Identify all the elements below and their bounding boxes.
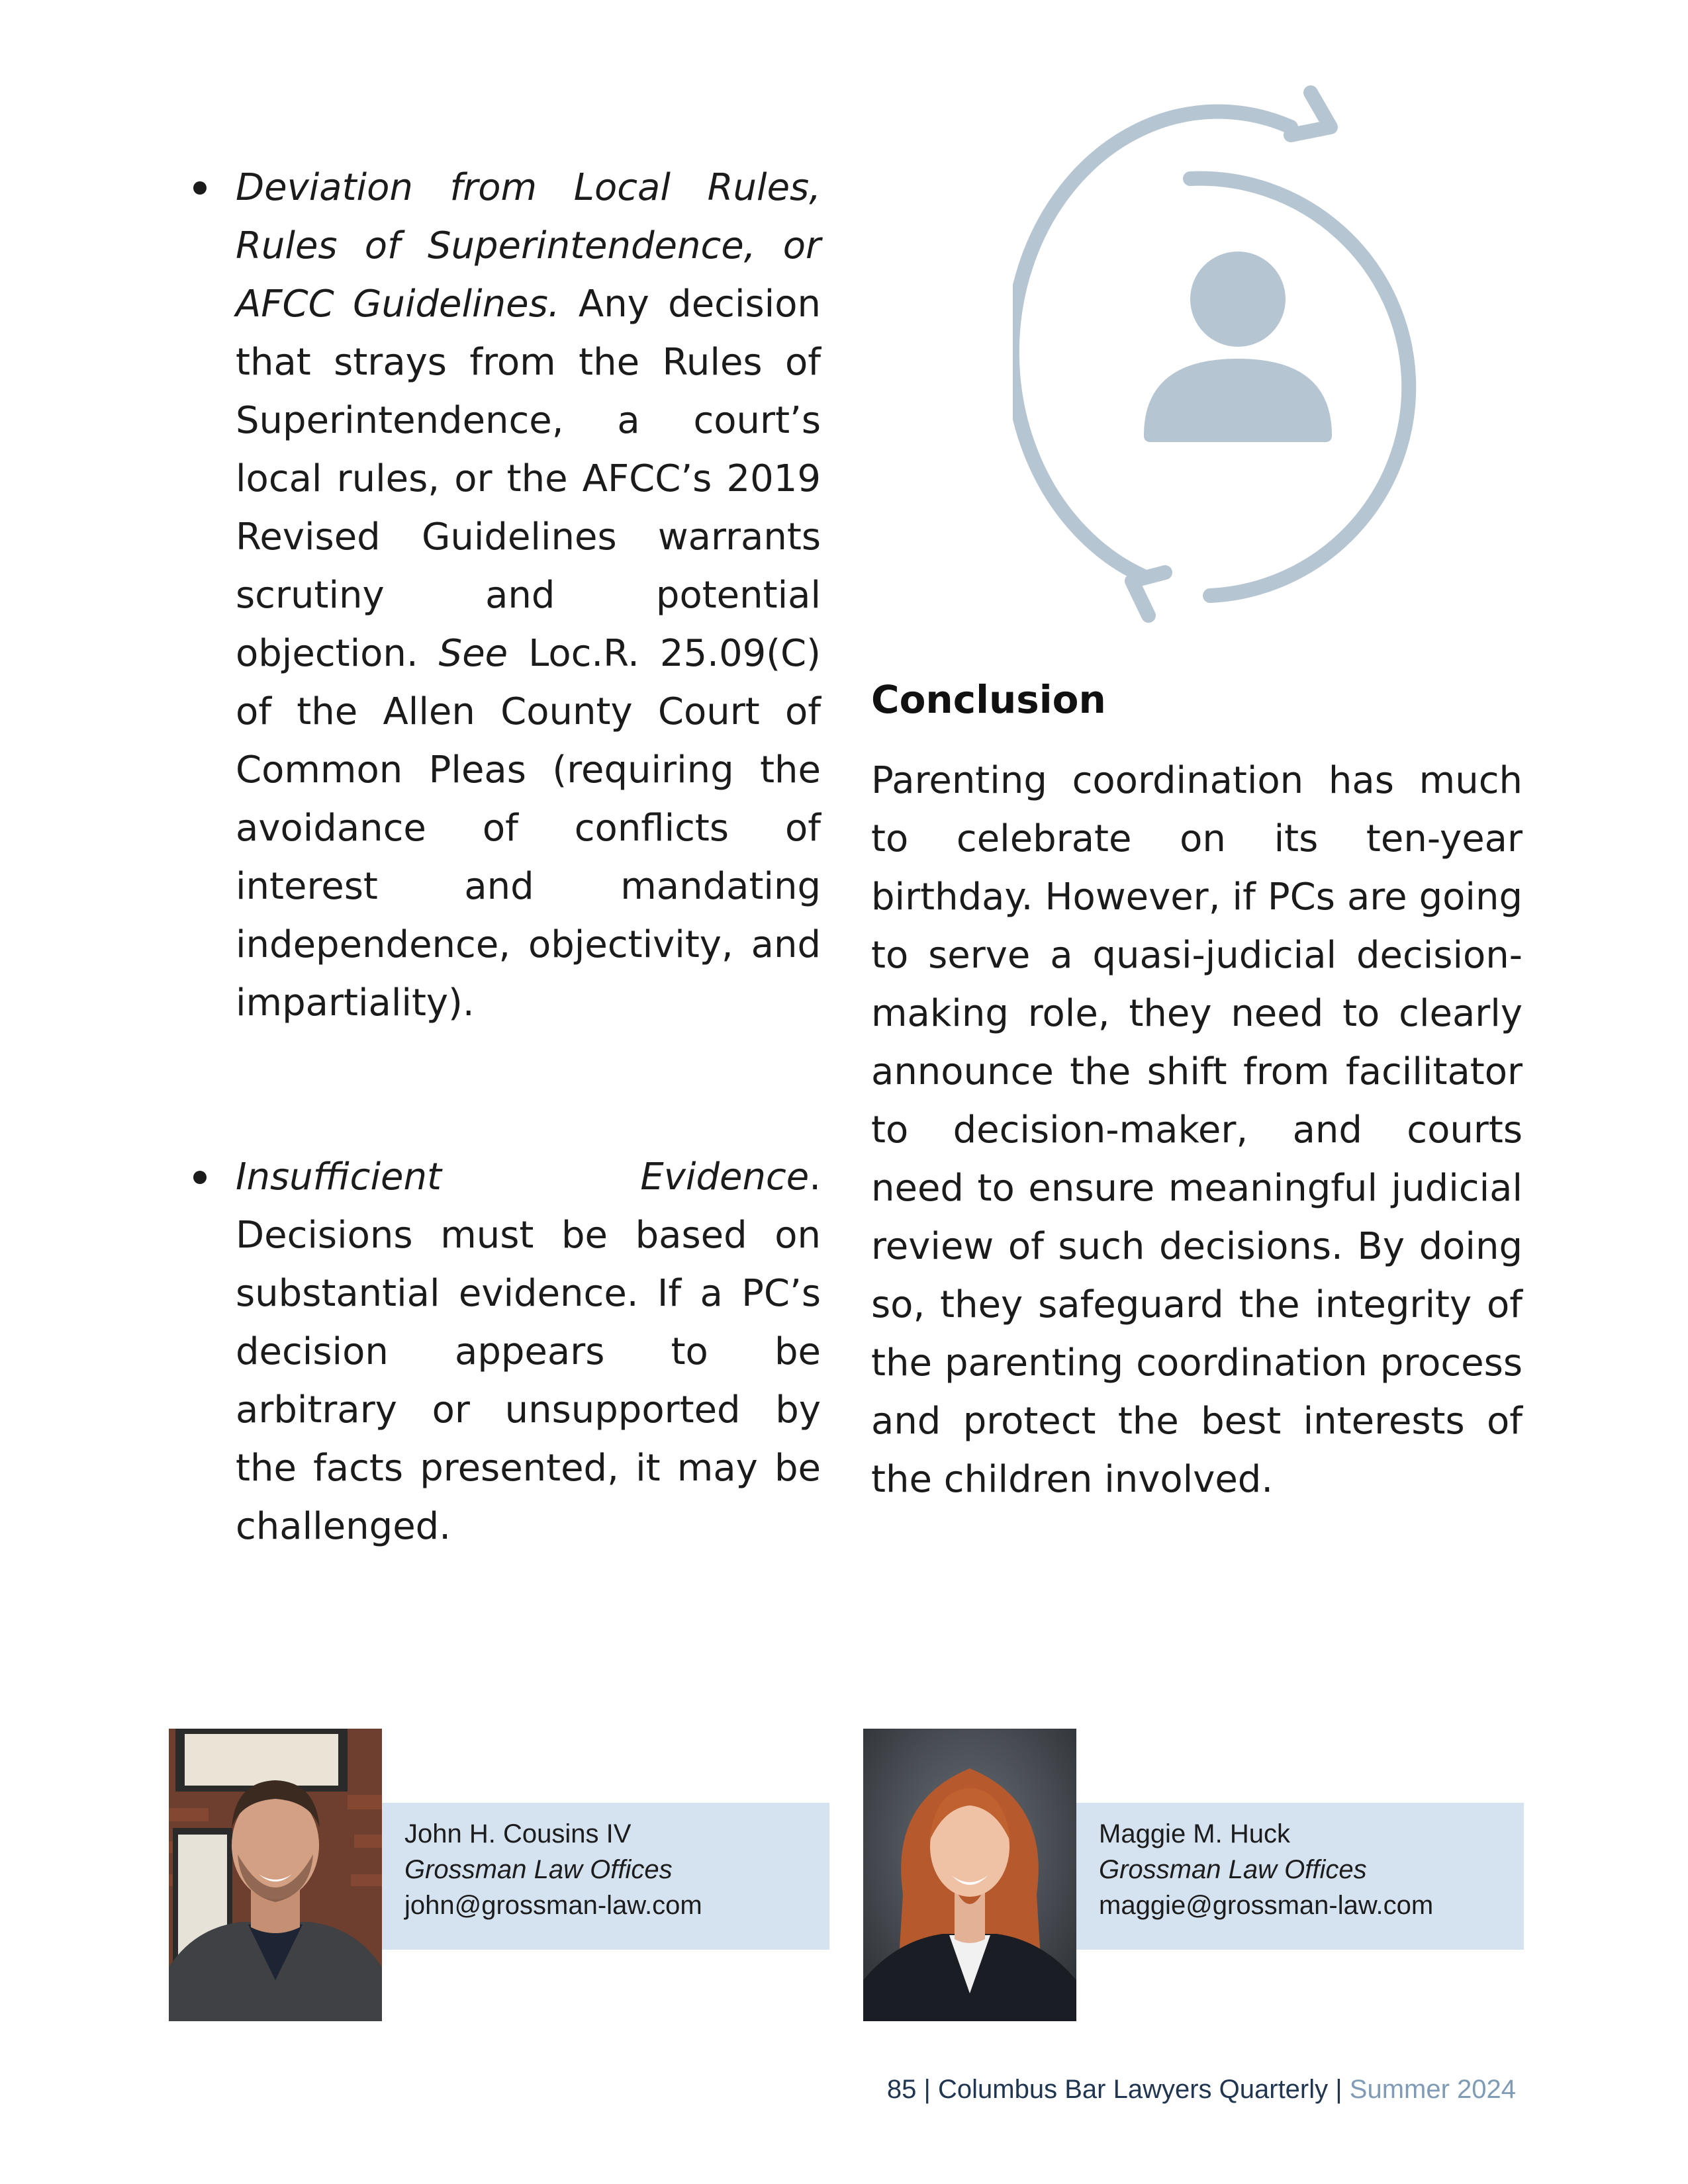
footer-separator: |	[916, 2075, 939, 2104]
conclusion-paragraph: Parenting coordination has much to celebrate on its ten-year birthday. However, if PCs are going to serve a quasi-judicial decision-making role, they need to clearly announce the shift from facilitator to decision-maker, and courts need to ensure meaningful judicial review of such decisions. By doing so, they safeguard the integrity of the parenting coordination process and protect the best interests of the children involved.	[871, 759, 1523, 1501]
author-email: maggie@grossman-law.com	[1099, 1891, 1434, 1920]
author-card	[863, 1729, 1524, 2021]
bullet-dot-icon	[193, 181, 207, 195]
author-name: John H. Cousins IV	[404, 1819, 632, 1848]
author-info	[382, 1803, 829, 1950]
issue-season: Summer 2024	[1349, 2075, 1516, 2104]
author-card	[169, 1729, 829, 2021]
bullet-title: Insufficient Evidence	[236, 1156, 810, 1199]
bullet-citation: Loc.R. 25.09(C) of the Allen County Court of Common Pleas (requiring the avoidance of conflicts of interest and mandating independence, objectivity, and impartiality).	[236, 632, 821, 1024]
author-name: Maggie M. Huck	[1099, 1819, 1290, 1848]
publication-name: Columbus Bar Lawyers Quarterly	[938, 2075, 1329, 2104]
author-firm: Grossman Law Offices	[404, 1855, 673, 1884]
bullet-dot-icon	[193, 1171, 207, 1184]
bullet-title: Deviation from Local Rules, Rules of Superintendence, or AFCC Guidelines.	[236, 166, 821, 326]
author-firm: Grossman Law Offices	[1099, 1855, 1367, 1884]
section-heading: Conclusion	[871, 677, 1106, 722]
author-email: john@grossman-law.com	[404, 1891, 702, 1920]
footer-separator: |	[1328, 2075, 1350, 2104]
bullet-item-deviation	[185, 159, 821, 1032]
bullet-body: Any decision that strays from the Rules of Superintendence, a court’s local rules, or the AFCC’s 2019 Revised Guidelines warrants scrutiny and potential objection.	[236, 283, 821, 675]
page-footer	[887, 2071, 1516, 2107]
left-column	[185, 159, 821, 1556]
right-column	[871, 670, 1523, 1509]
author-photo	[169, 1729, 382, 2021]
person-cycle-icon	[1013, 79, 1463, 629]
bullet-body: . Decisions must be based on substantial evidence. If a PC’s decision appears to be arbitrary or unsupported by the facts presented, it may be challenged.	[236, 1156, 821, 1548]
author-info	[1076, 1803, 1524, 1950]
bullet-list	[185, 159, 821, 1556]
bullet-item-insufficient-evidence	[185, 1148, 821, 1556]
page-number: 85	[886, 2075, 917, 2104]
author-photo	[863, 1729, 1076, 2021]
citation-signal: See	[438, 632, 508, 675]
